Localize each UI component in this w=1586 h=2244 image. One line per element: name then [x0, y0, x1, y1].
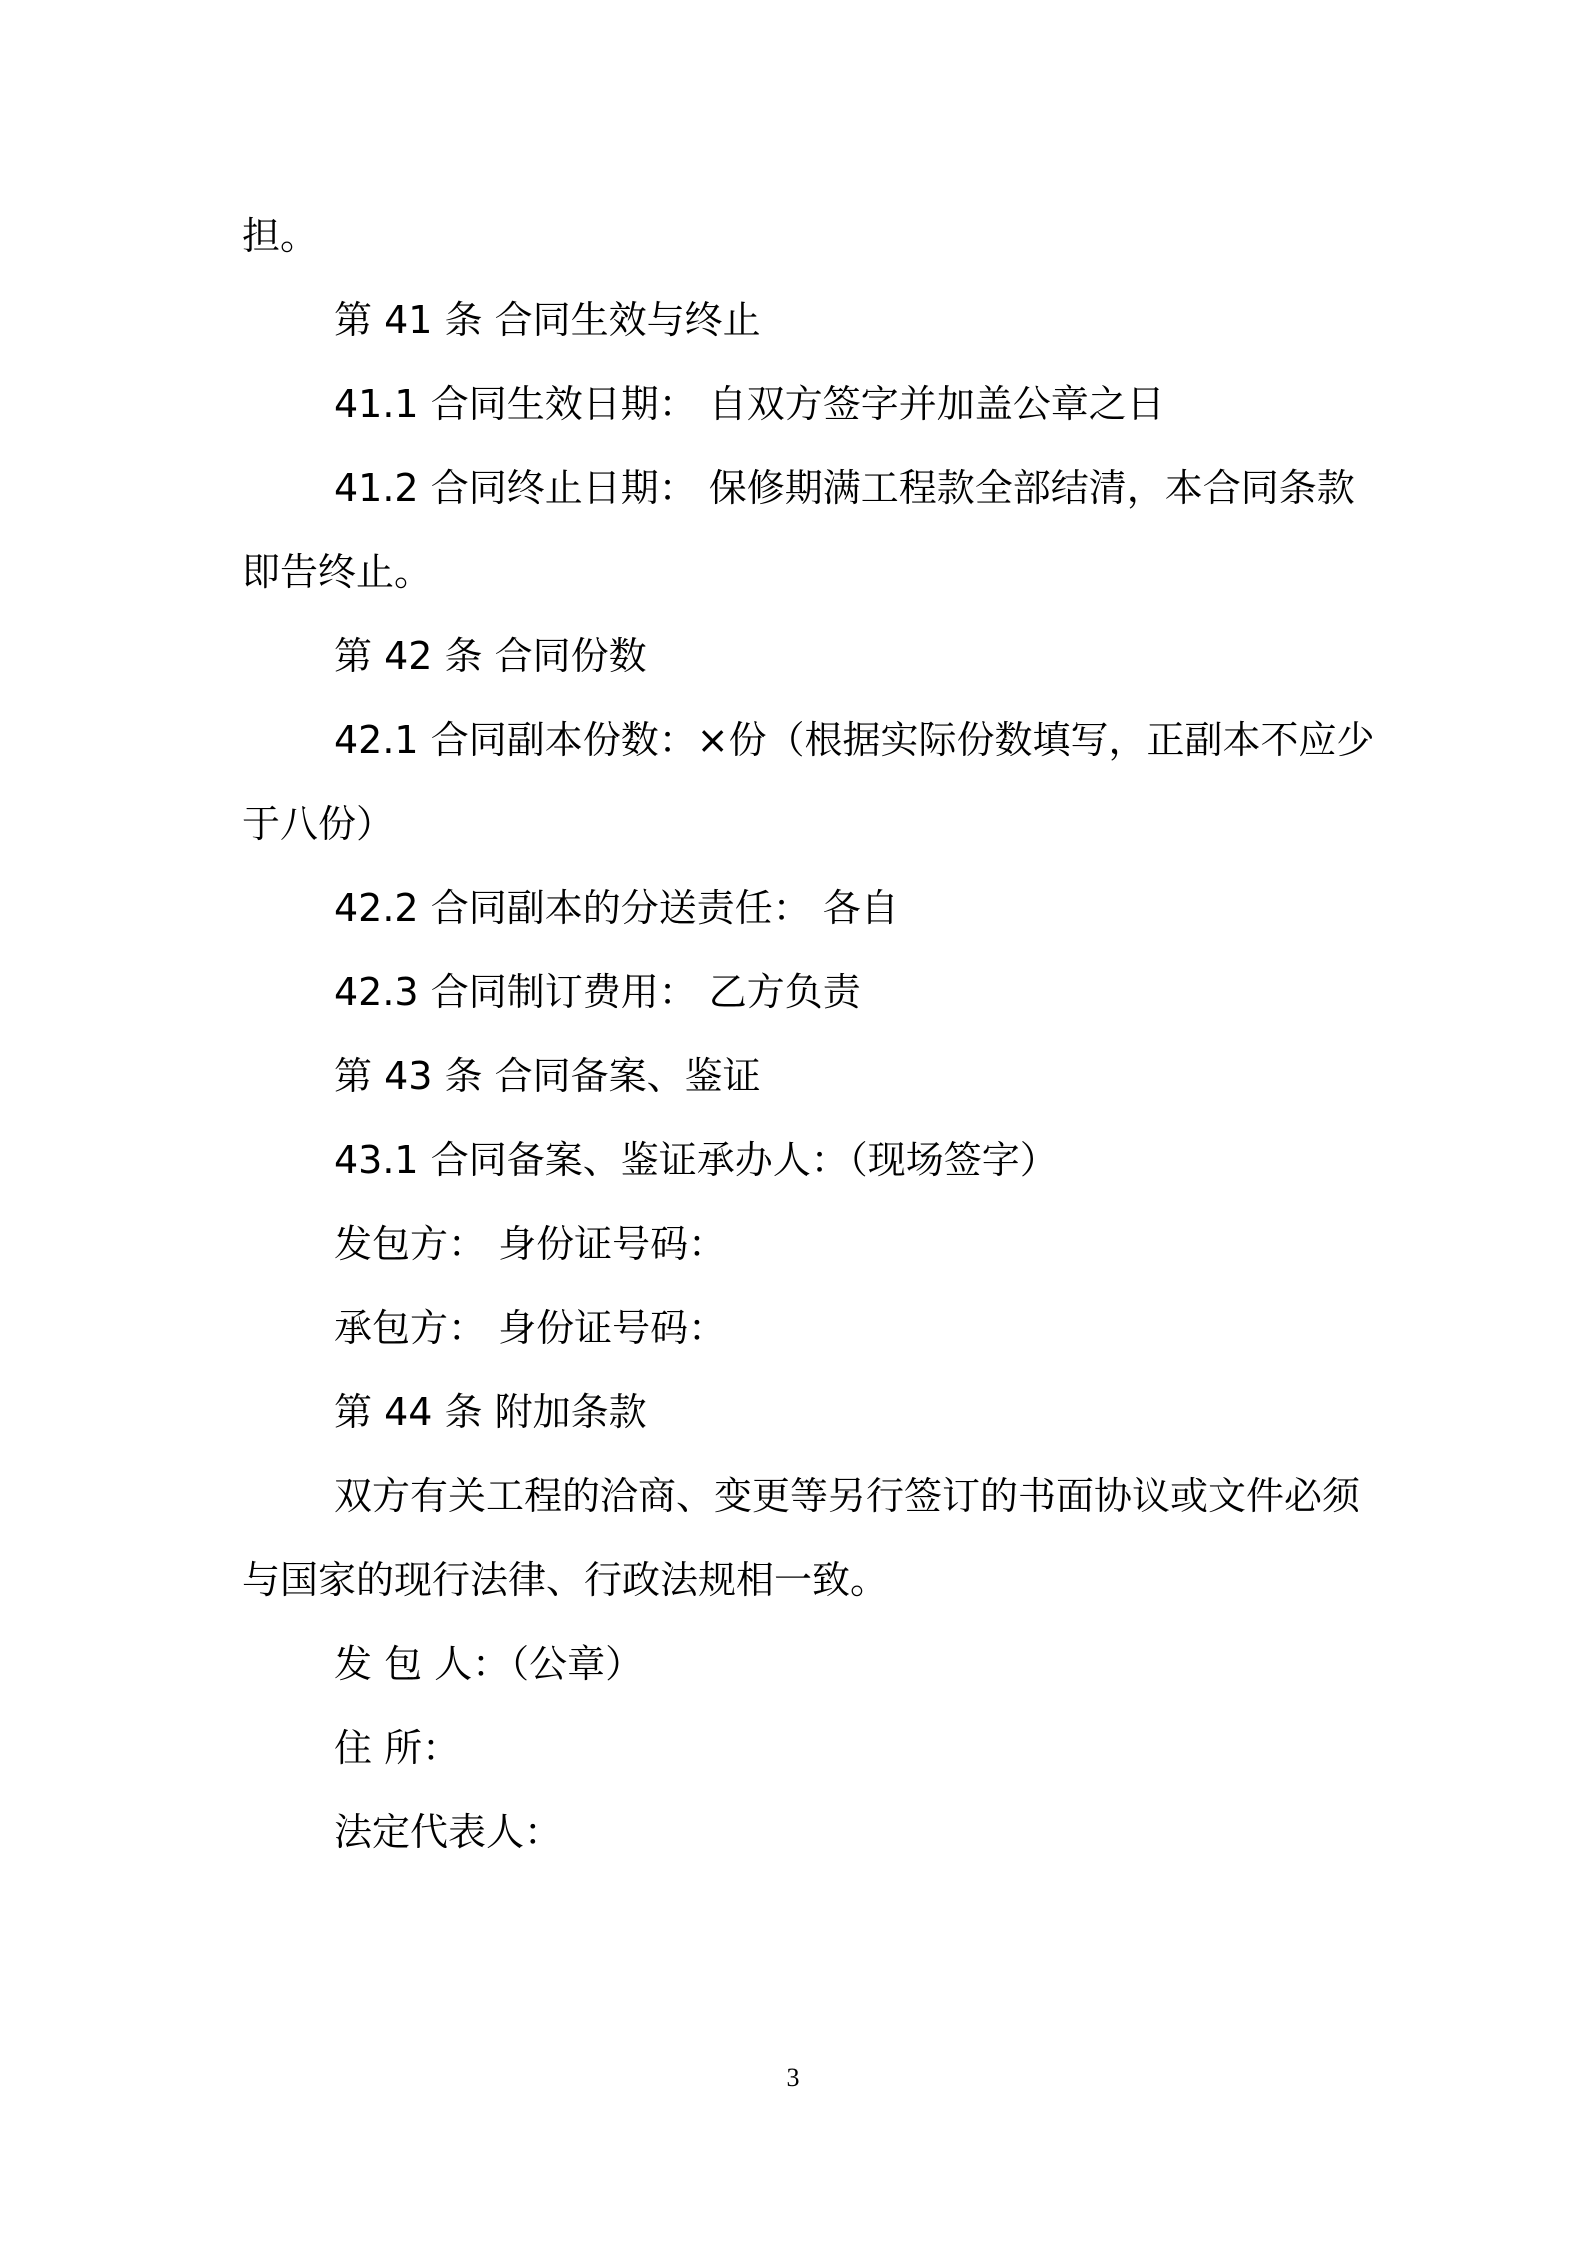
address-line: 住 所： [334, 1726, 461, 1770]
clause-42-3: 42.3 合同制订费用： 乙方负责 [334, 970, 861, 1014]
article-43-heading: 第 43 条 合同备案、鉴证 [334, 1054, 761, 1098]
clause-42-1-continued: 于八份） [242, 802, 395, 846]
document-body [242, 194, 1375, 1874]
clause-41-2-continued: 即告终止。 [242, 550, 433, 594]
article-44-heading: 第 44 条 附加条款 [334, 1390, 647, 1434]
employer-seal-line: 发 包 人：（公章） [334, 1642, 644, 1686]
article-44-text-continued: 与国家的现行法律、行政法规相一致。 [242, 1558, 889, 1602]
contractor-id-line: 承包方： 身份证号码： [334, 1306, 727, 1350]
employer-id-line: 发包方： 身份证号码： [334, 1222, 727, 1266]
legal-representative-line: 法定代表人： [334, 1810, 563, 1854]
clause-41-2: 41.2 合同终止日期： 保修期满工程款全部结清，本合同条款 [334, 466, 1355, 510]
article-42-heading: 第 42 条 合同份数 [334, 634, 647, 678]
clause-42-1: 42.1 合同副本份数：×份（根据实际份数填写，正副本不应少 [334, 718, 1375, 762]
page-number: 3 [786, 2063, 800, 2092]
text-line-1: 担。 [242, 214, 319, 258]
clause-42-2: 42.2 合同副本的分送责任： 各自 [334, 886, 899, 930]
clause-41-1: 41.1 合同生效日期： 自双方签字并加盖公章之日 [334, 382, 1165, 426]
clause-43-1: 43.1 合同备案、鉴证承办人：（现场签字） [334, 1138, 1058, 1182]
article-44-text: 双方有关工程的洽商、变更等另行签订的书面协议或文件必须 [334, 1474, 1361, 1518]
article-41-heading: 第 41 条 合同生效与终止 [334, 298, 761, 342]
